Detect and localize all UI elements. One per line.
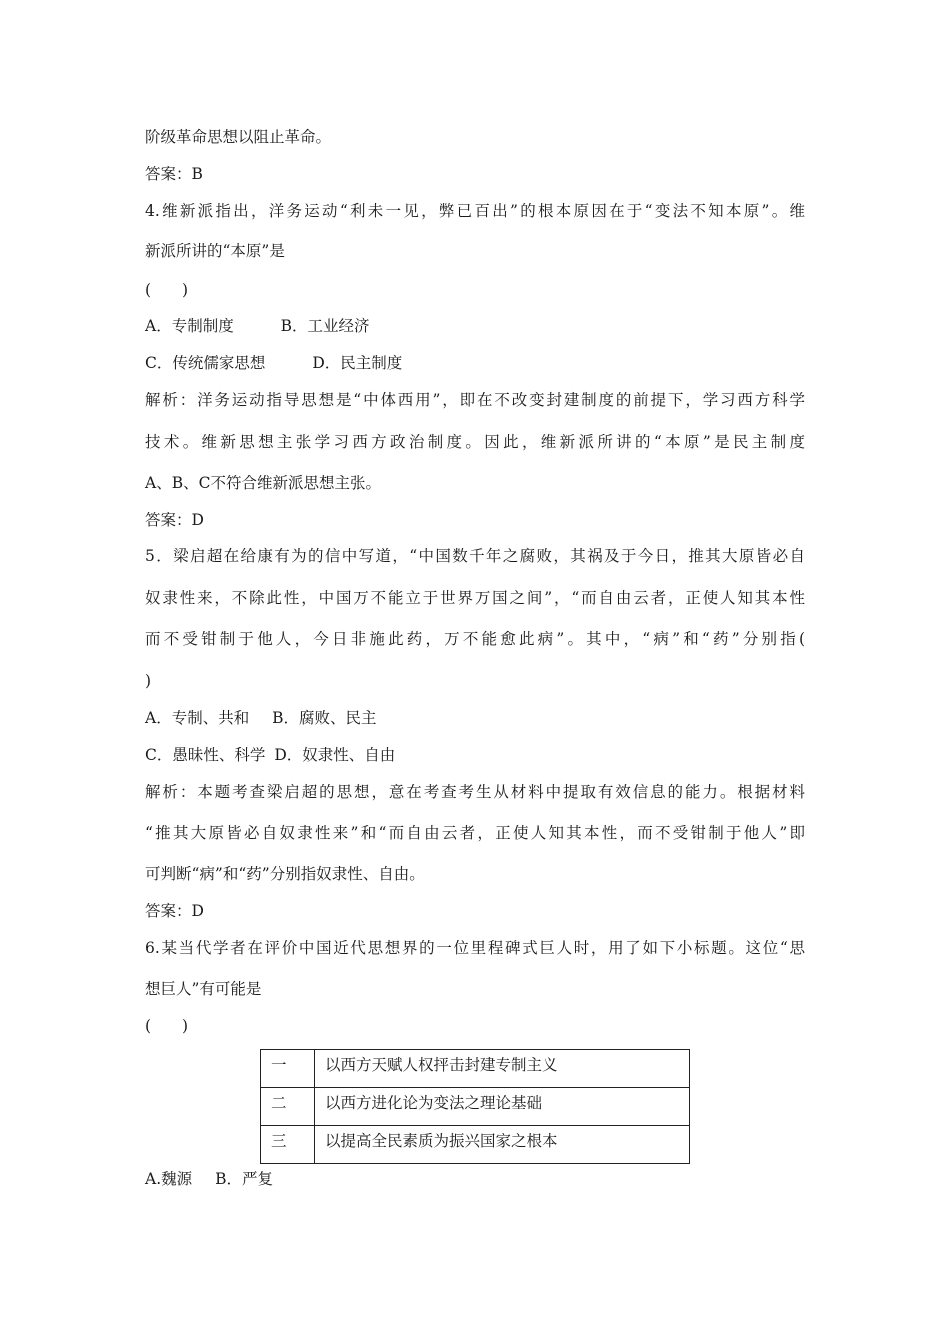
option-b: B．腐败、民主 bbox=[272, 709, 377, 727]
table-cell-text: 以西方进化论为变法之理论基础 bbox=[315, 1088, 690, 1126]
answer-blank: ( ) bbox=[145, 281, 189, 299]
options-line bbox=[145, 745, 395, 765]
answer-line: 答案：D bbox=[145, 902, 204, 920]
answer-line: 答案：B bbox=[145, 165, 203, 183]
option-c: C．传统儒家思想 bbox=[145, 354, 266, 372]
option-d: D．奴隶性、自由 bbox=[274, 746, 396, 764]
question-6-cont: 想巨人”有可能是 bbox=[145, 980, 262, 998]
option-b: B．工业经济 bbox=[280, 317, 370, 335]
answer-blank: ( ) bbox=[145, 1017, 189, 1035]
table-row bbox=[261, 1088, 690, 1126]
question-5-cont: 奴隶性来，不除此性，中国万不能立于世界万国之间”，“而自由云者，正使人知其本性 bbox=[145, 589, 805, 607]
option-a: A．专制、共和 bbox=[145, 709, 250, 727]
option-a: A.魏源 bbox=[145, 1170, 193, 1188]
analysis-line: “推其大原皆必自奴隶性来”和“而自由云者，正使人知其本性，而不受钳制于他人”即 bbox=[145, 824, 805, 842]
question-6: 6.某当代学者在评价中国近代思想界的一位里程碑式巨人时，用了如下小标题。这位“思 bbox=[145, 939, 805, 957]
table-row bbox=[261, 1126, 690, 1164]
question-5-cont: 而不受钳制于他人，今日非施此药，万不能愈此病”。其中，“病”和“药”分别指( bbox=[145, 630, 805, 648]
option-c: C．愚昧性、科学 bbox=[145, 746, 266, 764]
option-b: B．严复 bbox=[215, 1170, 273, 1188]
options-line bbox=[145, 708, 377, 728]
table-cell-num: 一 bbox=[261, 1050, 315, 1088]
option-d: D．民主制度 bbox=[312, 354, 403, 372]
analysis-line: 解析：洋务运动指导思想是“中体西用”，即在不改变封建制度的前提下，学习西方科学 bbox=[145, 391, 805, 409]
options-line bbox=[145, 1169, 273, 1189]
subtitle-table bbox=[260, 1049, 690, 1164]
table-cell-text: 以提高全民素质为振兴国家之根本 bbox=[315, 1126, 690, 1164]
table-cell-num: 三 bbox=[261, 1126, 315, 1164]
analysis-line: 技术。维新思想主张学习西方政治制度。因此，维新派所讲的“本原”是民主制度 bbox=[145, 433, 805, 451]
text-line: 阶级革命思想以阻止革命。 bbox=[145, 128, 332, 146]
table-cell-text: 以西方天赋人权抨击封建专制主义 bbox=[315, 1050, 690, 1088]
analysis-line: 解析：本题考查梁启超的思想，意在考查考生从材料中提取有效信息的能力。根据材料 bbox=[145, 783, 805, 801]
analysis-line: 可判断“病”和“药”分别指奴隶性、自由。 bbox=[145, 865, 425, 883]
option-a: A．专制制度 bbox=[145, 317, 234, 335]
options-line bbox=[145, 316, 370, 336]
options-line bbox=[145, 353, 402, 373]
question-4: 4.维新派指出，洋务运动“利未一见，弊已百出”的根本原因在于“变法不知本原”。维 bbox=[145, 202, 805, 220]
question-4-cont: 新派所讲的“本原”是 bbox=[145, 242, 285, 260]
answer-line: 答案：D bbox=[145, 511, 204, 529]
table-cell-num: 二 bbox=[261, 1088, 315, 1126]
analysis-line: A、B、C不符合维新派思想主张。 bbox=[145, 474, 381, 492]
table-row bbox=[261, 1050, 690, 1088]
answer-blank: ) bbox=[145, 672, 152, 690]
question-5: 5．梁启超在给康有为的信中写道，“中国数千年之腐败，其祸及于今日，推其大原皆必自 bbox=[145, 547, 805, 565]
